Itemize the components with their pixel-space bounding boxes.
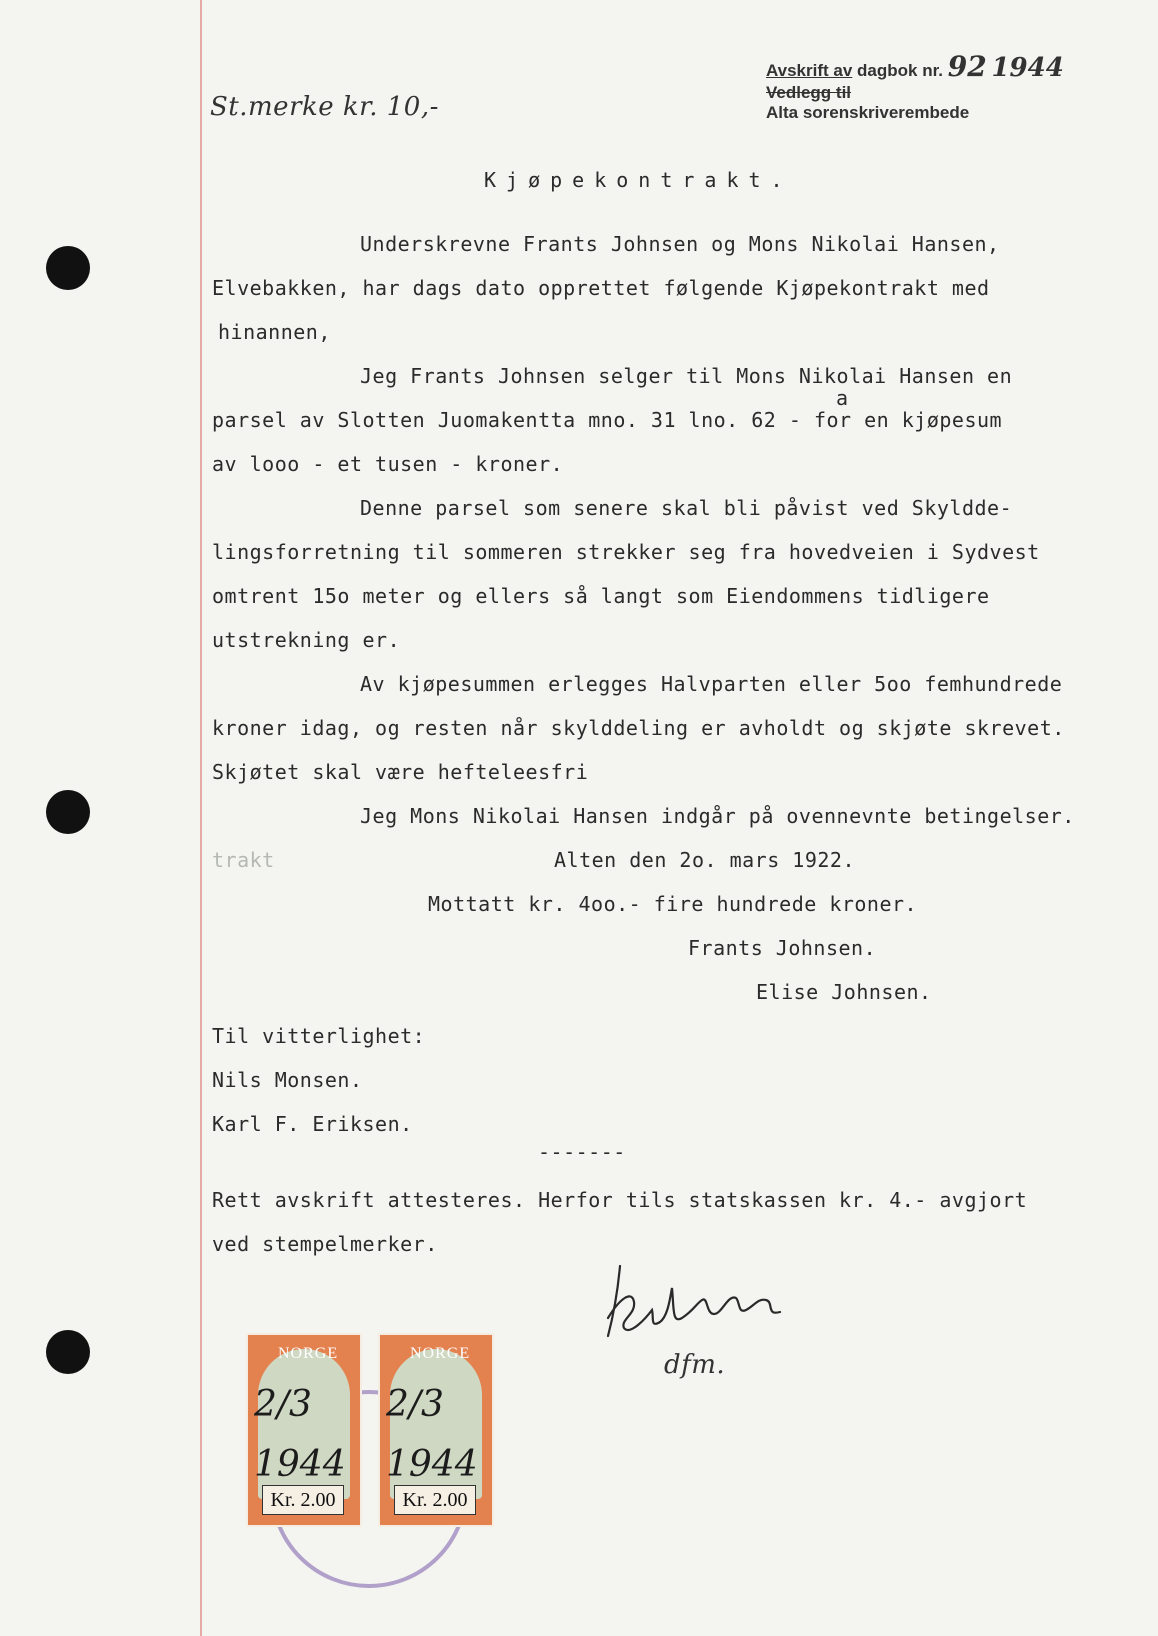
stamp-value: Kr. 2.00	[394, 1485, 476, 1515]
attestation-line: ved stempelmerker.	[212, 1232, 438, 1256]
signature-title: dfm.	[664, 1350, 726, 1380]
header-number: 92	[947, 50, 987, 83]
stamp-country: NORGE	[410, 1345, 471, 1362]
stamp-date: 2/3 1944	[386, 1384, 478, 1485]
separator: -------	[538, 1140, 626, 1164]
body-line: lingsforretning til sommeren strekker seg fra hovedveien i Sydvest	[212, 540, 1040, 564]
attestation-line: Rett avskrift attesteres. Herfor tils statskassen kr. 4.- avgjort	[212, 1188, 1028, 1212]
witness-heading: Til vitterlighet:	[212, 1024, 426, 1048]
body-line: hinannen,	[218, 320, 331, 344]
body-line: Skjøtet skal være hefteleesfri	[212, 760, 589, 784]
body-line: Jeg Frants Johnsen selger til Mons Nikolai Hansen en	[360, 364, 1013, 388]
receipt-line: Mottatt kr. 4oo.- fire hundrede kroner.	[428, 892, 918, 916]
header-dagbok: dagbok nr.	[857, 61, 944, 80]
fee-stamp	[246, 1333, 362, 1527]
stamp-duty-note: St.merke kr. 10,-	[210, 92, 439, 122]
body-line: Jeg Mons Nikolai Hansen indgår på ovennevnte betingelser.	[360, 804, 1075, 828]
document-title: Kjøpekontrakt.	[484, 168, 793, 192]
witness-name: Karl F. Eriksen.	[212, 1112, 413, 1136]
body-line: omtrent 15o meter og ellers så langt som Eiendommens tidligere	[212, 584, 990, 608]
header-avskrift: Avskrift av	[766, 61, 853, 80]
body-line: utstrekning er.	[212, 628, 401, 652]
stamp-value: Kr. 2.00	[262, 1485, 344, 1515]
margin-rule	[200, 0, 202, 1636]
body-line: av looo - et tusen - kroner.	[212, 452, 564, 476]
body-line: Denne parsel som senere skal bli påvist ved Skyldde-	[360, 496, 1013, 520]
witness-name: Nils Monsen.	[212, 1068, 363, 1092]
stamp-country: NORGE	[278, 1345, 339, 1362]
superscript-a: a	[836, 386, 849, 410]
body-line: kroner idag, og resten når skylddeling er avholdt og skjøte skrevet.	[212, 716, 1065, 740]
registry-header	[766, 50, 1064, 123]
place-date: Alten den 2o. mars 1922.	[554, 848, 855, 872]
header-year: 1944	[991, 53, 1064, 83]
header-vedlegg: Vedlegg til	[766, 83, 852, 102]
body-line: parsel av Slotten Juomakentta mno. 31 lno. 62 - for en kjøpesum	[212, 408, 1003, 432]
signer-name: Elise Johnsen.	[756, 980, 932, 1004]
stamp-date: 2/3 1944	[254, 1384, 346, 1485]
punch-hole	[46, 246, 90, 290]
signer-name: Frants Johnsen.	[688, 936, 877, 960]
body-line: Underskrevne Frants Johnsen og Mons Nikolai Hansen,	[360, 232, 1000, 256]
body-line: Elvebakken, har dags dato opprettet følgende Kjøpekontrakt med	[212, 276, 990, 300]
header-office: Alta sorenskriverembede	[766, 103, 970, 122]
fee-stamp	[378, 1333, 494, 1527]
punch-hole	[46, 790, 90, 834]
body-line: Av kjøpesummen erlegges Halvparten eller 5oo femhundrede	[360, 672, 1063, 696]
punch-hole	[46, 1330, 90, 1374]
faint-margin-text: trakt	[212, 848, 275, 872]
